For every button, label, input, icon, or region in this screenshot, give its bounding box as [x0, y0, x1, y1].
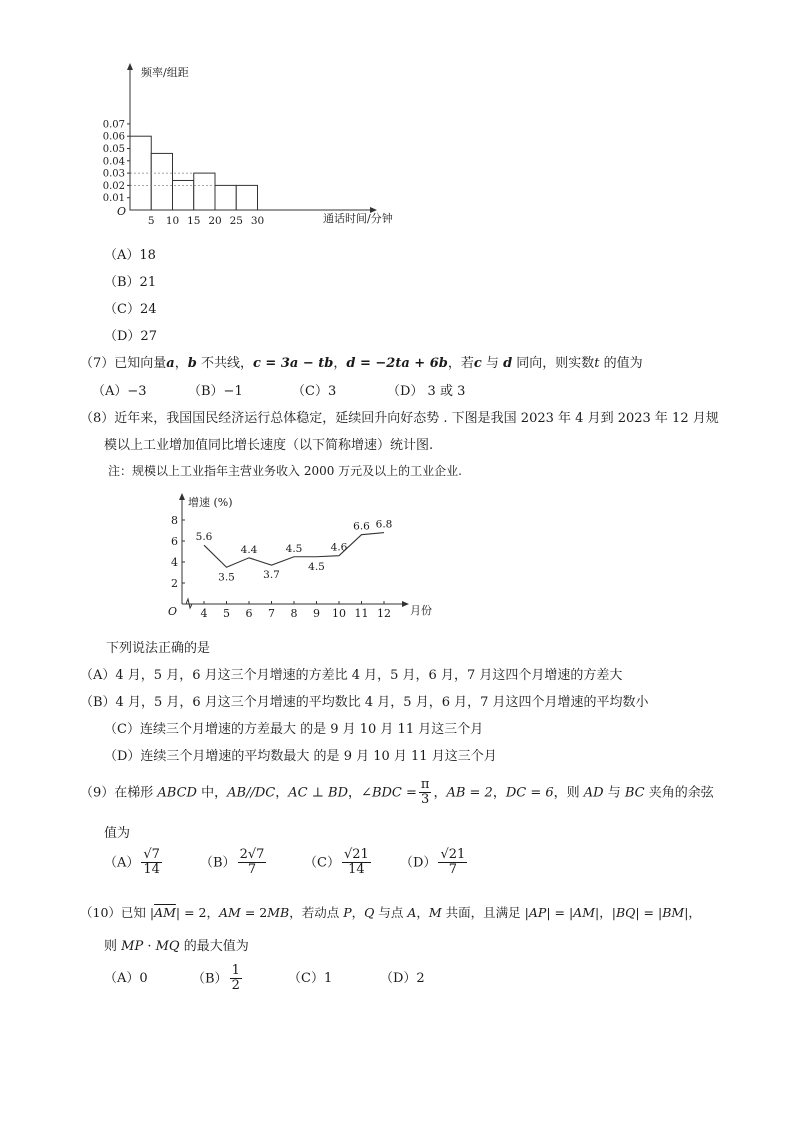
histogram-x-tick-label: 15: [187, 215, 201, 227]
q8-text-line1: 近年来，我国国民经济运行总体稳定，延续回升向好态势 . 下图是我国 2023 年 4 月到 2023 年 12 月规: [114, 411, 719, 426]
q10-vec-mb: MB: [267, 905, 290, 920]
line-chart-x-tick-label: 11: [354, 607, 369, 620]
q10-option-a[interactable]: （A）0: [104, 971, 148, 987]
line-chart-x-arrow: [402, 601, 409, 607]
q9-angle: ∠BDC =: [361, 785, 417, 801]
line-chart-y-tick-label: 2: [171, 577, 178, 590]
q7-vec-d: d: [503, 356, 513, 371]
q8-option-d[interactable]: （D）连续三个月增速的平均数最大 的是 9 月 10 月 11 月这三个月: [104, 749, 497, 764]
q7-number: （7）: [80, 356, 115, 371]
frac-den: 14: [348, 862, 365, 878]
line-chart-data-label: 6.8: [375, 518, 393, 531]
q10-option-b-frac: [230, 964, 242, 994]
q7-text: 同向，则实数: [512, 356, 595, 371]
line-chart-origin: O: [168, 605, 178, 618]
q6-option-a[interactable]: （A）18: [104, 248, 156, 263]
q10-comma: ，: [351, 905, 365, 920]
histogram-ylabel: 频率/组距: [141, 66, 189, 79]
histogram-x-tick-label: 25: [229, 215, 243, 227]
q9-options: [104, 848, 496, 878]
histogram-y-tick-label: 0.02: [102, 180, 125, 192]
histogram-bar: [194, 173, 215, 210]
q10-text: = 2: [240, 905, 268, 920]
line-chart-x-tick-label: 10: [332, 607, 346, 620]
line-chart-data-label: 4.6: [330, 541, 348, 554]
line-chart-data-label: 5.6: [195, 531, 213, 544]
q9-option-b-label: （B）: [200, 855, 236, 871]
q10-text: |，|: [595, 905, 616, 920]
q8-line1: [80, 407, 719, 426]
q10-vec-ap: AP: [528, 905, 547, 920]
q10-point-m: M: [428, 905, 442, 920]
line-chart-x-tick-label: 4: [200, 607, 208, 620]
q9-comma: ，: [492, 785, 506, 801]
line-chart-y-arrow: [179, 493, 185, 500]
q10-text: |，: [684, 905, 701, 920]
frac-den: 7: [247, 862, 257, 878]
q10-text: 则: [104, 939, 122, 954]
q9-option-a-label: （A）: [104, 855, 140, 871]
line-chart-x-tick-label: 12: [377, 607, 391, 620]
q10-comma: ，: [416, 905, 429, 920]
q9-option-a-frac: [141, 848, 162, 878]
q9-option-c-label: （C）: [304, 855, 340, 871]
line-chart-y-tick-label: 4: [171, 556, 178, 569]
q9-option-d-frac: [438, 848, 467, 878]
q9-text: 与: [603, 785, 625, 801]
histogram-chart: [95, 60, 415, 230]
q9-comma: ，: [275, 785, 289, 801]
histogram-bar: [130, 136, 151, 210]
histogram-origin: O: [117, 205, 127, 218]
q7-vec-a: a: [166, 356, 175, 371]
q9-option-a[interactable]: [104, 848, 200, 878]
q7-vec-b: b: [187, 356, 197, 371]
line-chart-x-tick-label: 5: [223, 607, 230, 620]
q9-stem: [80, 778, 714, 808]
q10-vec-mp: MP: [121, 939, 144, 954]
q10-point-p: P: [343, 905, 352, 920]
growth-line-chart: [160, 490, 450, 620]
q7-comma: ，: [174, 356, 188, 371]
q10-text: | = |: [635, 905, 663, 920]
histogram-bar: [151, 153, 172, 210]
q10-option-c[interactable]: （C）1: [288, 971, 333, 987]
q9-option-c-frac: [342, 848, 371, 878]
q9-option-d[interactable]: [400, 848, 496, 878]
q7-stem: [80, 352, 643, 371]
q10-text: | = 2，: [175, 905, 220, 920]
q9-ab: AB = 2: [446, 785, 493, 801]
line-chart-y-tick-label: 6: [171, 535, 178, 548]
line-chart-x-tick-label: 9: [313, 607, 320, 620]
frac-num: 1: [231, 963, 240, 978]
q9-text: 中，: [196, 785, 228, 801]
histogram-bar: [236, 185, 257, 210]
q9-vec-ad: AD: [583, 785, 604, 801]
histogram-x-tick-label: 5: [147, 215, 155, 227]
q7-text: 不共线，: [196, 356, 253, 371]
q10-vec-am: AM: [573, 905, 595, 920]
q10-vec-bq: BQ: [615, 905, 636, 920]
q9-perp: AC ⊥ BD: [288, 785, 349, 801]
q6-option-c[interactable]: （C）24: [104, 302, 157, 317]
q9-number: （9）: [80, 785, 115, 801]
histogram-y-tick-label: 0.03: [102, 168, 125, 180]
q9-abcd: ABCD: [157, 785, 197, 801]
q7-comma: ，: [333, 356, 347, 371]
q10-text: 的最大值为: [179, 939, 249, 954]
q6-option-b[interactable]: （B）21: [104, 275, 157, 290]
histogram-x-tick-label: 20: [208, 215, 222, 227]
line-chart-data-label: 4.5: [285, 542, 303, 555]
q10-vec-am: AM: [219, 905, 241, 920]
q8-option-c[interactable]: （C）连续三个月增速的方差最大 的是 9 月 10 月 11 月这三个月: [104, 722, 484, 737]
histogram-x-tick-label: 30: [250, 215, 265, 227]
q7-text: 已知向量: [114, 356, 167, 371]
histogram-y-tick-label: 0.01: [102, 193, 125, 205]
q10-option-d[interactable]: （D）2: [380, 971, 425, 987]
line-chart-x-tick-label: 7: [268, 607, 275, 620]
q10-options: [104, 964, 460, 994]
q9-frac-den: 3: [421, 792, 430, 808]
line-chart-ylabel: 增速 (%): [188, 496, 233, 509]
q9-option-b[interactable]: [200, 848, 304, 878]
histogram-y-tick-label: 0.04: [102, 156, 125, 168]
q9-option-c[interactable]: [304, 848, 400, 878]
q10-text: | = |: [546, 905, 574, 920]
q10-text: 共面，且满足 |: [441, 905, 529, 920]
q9-comma: ，: [433, 785, 447, 801]
q9-parallel: AB//DC: [227, 785, 276, 801]
q9-line2: 值为: [104, 826, 131, 841]
q7-text: ，若: [447, 356, 474, 371]
histogram-y-arrow: [127, 63, 133, 70]
q9-option-b-frac: [238, 848, 267, 878]
line-chart-x-tick-label: 8: [290, 607, 298, 620]
q9-frac-num: π: [420, 777, 430, 792]
q9-text: 夹角的余弦: [644, 785, 714, 801]
q7-text: 与: [481, 356, 504, 371]
q10-dot: ·: [143, 939, 156, 954]
q6-option-d[interactable]: （D）27: [104, 329, 157, 344]
line-chart-y-tick-label: 8: [171, 514, 178, 527]
q7-option-a[interactable]: （A）−3: [92, 384, 147, 399]
q7-text: 的值为: [599, 356, 643, 371]
q10-point-a: A: [407, 905, 417, 920]
q10-text: ，若动点: [289, 905, 344, 920]
frac-num: 2√7: [239, 847, 265, 862]
q10-stem: [80, 903, 701, 921]
q9-option-d-label: （D）: [400, 855, 437, 871]
q9-pi-over-3: [419, 778, 432, 808]
q10-point-q: Q: [364, 905, 375, 920]
q10-option-b[interactable]: [192, 964, 288, 994]
line-chart-x-tick-label: 6: [245, 607, 253, 620]
line-chart-data-label: 4.5: [308, 560, 325, 573]
frac-num: √7: [143, 847, 160, 862]
histogram-bar: [215, 185, 236, 210]
histogram-y-tick-label: 0.06: [102, 131, 125, 143]
q7-var-t: t: [594, 356, 600, 371]
frac-num: √21: [440, 847, 466, 862]
frac-den: 14: [143, 862, 160, 878]
q9-text: 在梯形: [114, 785, 158, 801]
q9-comma: ，: [348, 785, 362, 801]
q10-line2: [104, 935, 249, 954]
q10-vec-mq: MQ: [155, 939, 180, 954]
q8-option-a[interactable]: （A）4 月，5 月，6 月这三个月增速的方差比 4 月，5 月，6 月，7 月这四个月增速的方差大: [80, 668, 623, 683]
q7-option-b[interactable]: （B）−1: [188, 384, 243, 399]
q7-expr-d: d = −2ta + 6b: [346, 356, 448, 371]
q10-number: （10）: [80, 905, 121, 920]
histogram-x-tick-label: 10: [165, 215, 180, 227]
frac-num: √21: [343, 847, 369, 862]
q8-note: 注：规模以上工业指年主营业务收入 2000 万元及以上的工业企业.: [108, 464, 462, 478]
q7-expr-c: c = 3a − tb: [252, 356, 334, 371]
histogram-xlabel: 通话时间/分钟: [323, 212, 393, 225]
frac-den: 7: [448, 862, 457, 878]
q10-vec-bm: BM: [662, 905, 685, 920]
histogram-y-tick-label: 0.05: [102, 144, 125, 155]
q8-option-b[interactable]: （B）4 月，5 月，6 月这三个月增速的平均数比 4 月，5 月，6 月，7 月这四个月增速的平均数小: [80, 695, 649, 710]
q8-line2: 模以上工业增加值同比增长速度（以下简称增速）统计图.: [104, 438, 434, 453]
line-chart-data-label: 4.4: [240, 543, 258, 556]
frac-den: 2: [231, 978, 240, 994]
q10-text: 已知 |: [120, 905, 155, 920]
q9-dc: DC = 6: [505, 785, 554, 801]
q8-number: （8）: [80, 411, 115, 426]
q10-option-b-label: （B）: [192, 971, 228, 987]
histogram-bar: [173, 180, 194, 210]
line-chart-xlabel: 月份: [410, 604, 432, 617]
q7-vec-c: c: [473, 356, 482, 371]
q9-text: ，则: [553, 785, 584, 801]
q9-vec-bc: BC: [624, 785, 645, 801]
line-chart-data-label: 6.6: [353, 520, 370, 533]
q10-vec-am: $\overline{AM}$: [154, 905, 176, 920]
line-chart-data-label: 3.5: [218, 571, 235, 584]
q10-text: 与点: [374, 905, 408, 920]
q8-question: 下列说法正确的是: [106, 641, 211, 656]
q7-option-d[interactable]: （D） 3 或 3: [387, 384, 466, 399]
histogram-y-tick-label: 0.07: [102, 119, 125, 131]
line-chart-data-label: 3.7: [263, 569, 280, 582]
q7-option-c[interactable]: （C）3: [292, 384, 337, 399]
